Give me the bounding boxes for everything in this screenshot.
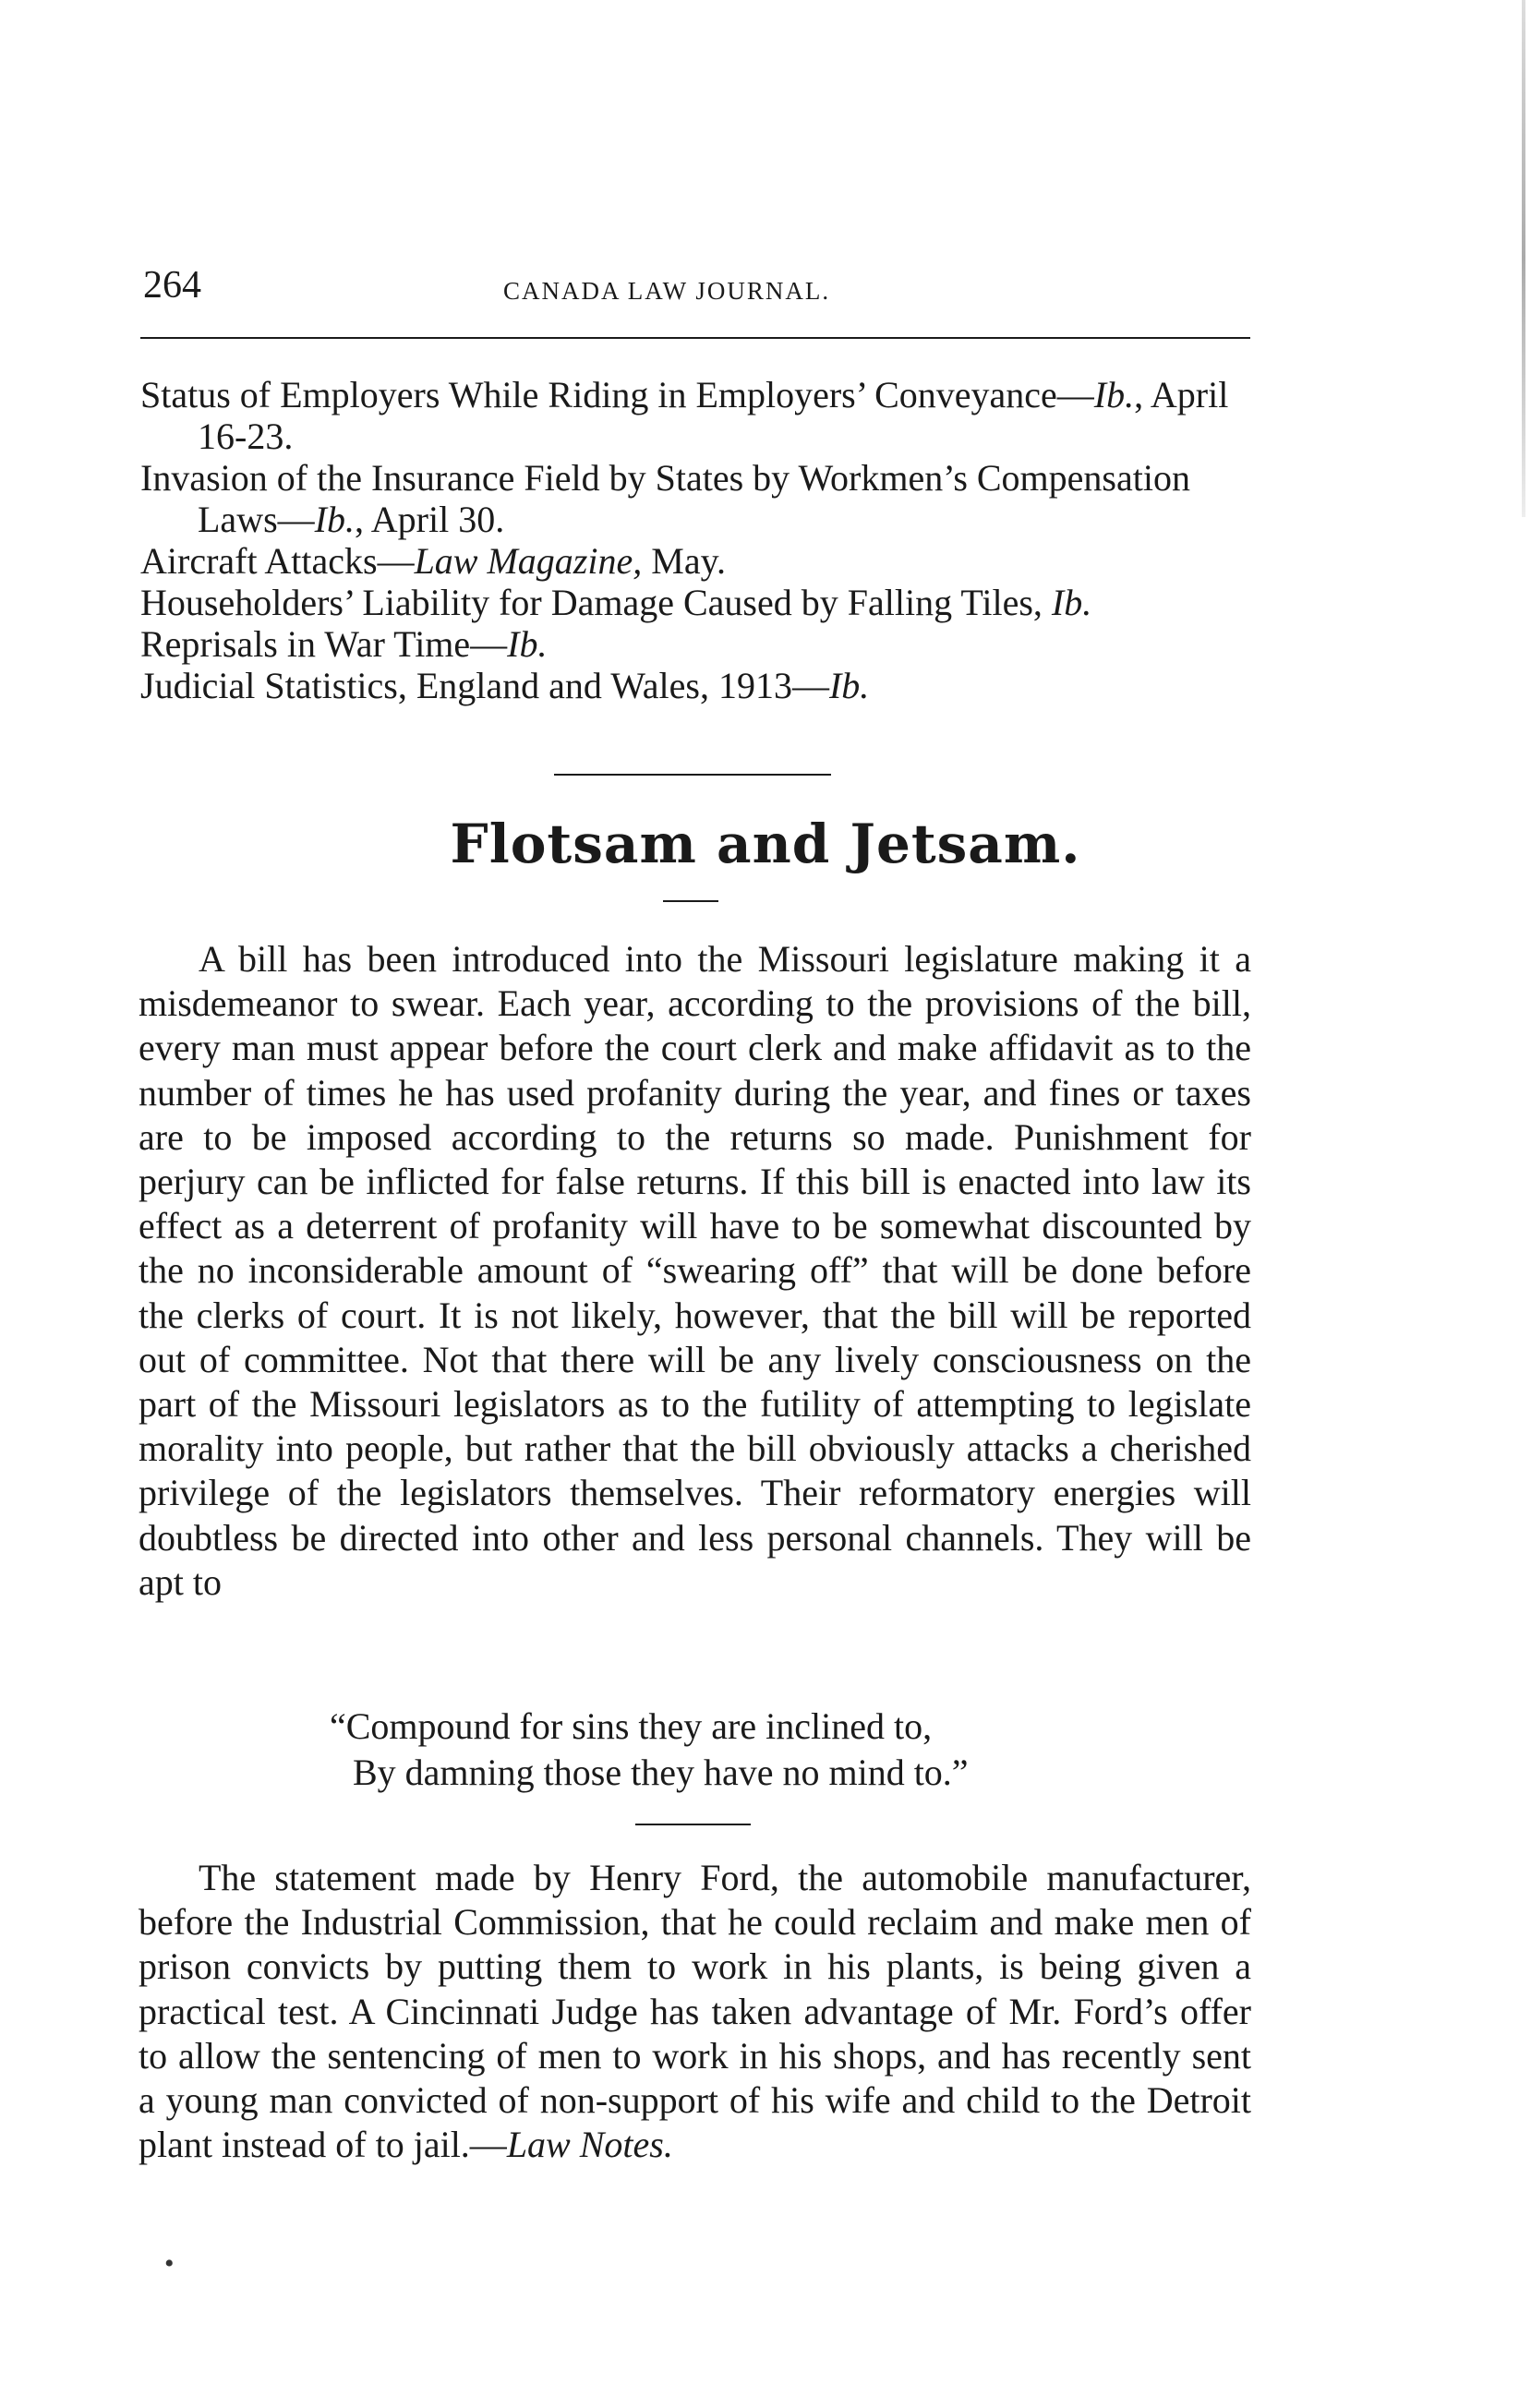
- article-paragraph: A bill has been introduced into the Missouri legislature making it a misdemeanor to swear. Each year, according to the provisions of the bill, every man must appear before the court clerk and make affidavit as to the number of times he has used profanity during the year, and fines or taxes are to be imposed according to the returns so made. Punishment for perjury can be inflicted for false returns. If this bill is enacted into law its effect as a deterrent of profanity will have to be somewhat discounted by the no inconsiderable amount of “swearing off” that will be done before the clerks of court. It is not likely, however, that the bill will be reported out of committee. Not that there will be any lively consciousness on the part of the Missouri legislators as to the futility of attempting to legislate morality into people, but rather that the bill obviously attacks a cherished privilege of the legislators themselves. Their reformatory energies will doubtless be directed into other and less personal channels. They will be apt to: [139, 938, 1251, 1603]
- page-edge-shadow: [1522, 0, 1525, 517]
- article-source: Law Notes.: [506, 2124, 673, 2166]
- section-divider: [554, 774, 831, 776]
- reference-item: Status of Employers While Riding in Employers’ Conveyance—Ib., April 16-23.: [140, 374, 1229, 457]
- article-divider: [635, 1824, 751, 1825]
- reference-item: Aircraft Attacks—Law Magazine, May.: [140, 540, 726, 582]
- running-title: CANADA LAW JOURNAL.: [503, 277, 831, 305]
- reference-item: Reprisals in War Time—Ib.: [140, 623, 548, 665]
- verse-quote: [139, 1704, 1251, 1796]
- title-underline: [663, 900, 718, 902]
- page-number: 264: [143, 264, 201, 307]
- reference-item: Householders’ Liability for Damage Caused by Falling Tiles, Ib.: [140, 582, 1092, 623]
- article-paragraph: The statement made by Henry Ford, the automobile manufacturer, before the Industrial Commission, that he could reclaim and make men of prison convicts by putting them to work in his plants, is being given a practical test. A Cincinnati Judge has taken advantage of Mr. Ford’s offer to allow the sentencing of men to work in his shops, and has recently sent a young man convicted of non-support of his wife and child to the Detroit plant instead of to jail.—Law Notes.: [139, 1857, 1251, 2166]
- page-header: [143, 263, 1251, 319]
- reference-item: Judicial Statistics, England and Wales, 1913—Ib.: [140, 665, 870, 706]
- verse-line: “Compound for sins they are inclined to,: [330, 1705, 933, 1747]
- header-rule: [140, 337, 1250, 339]
- ink-mark: •: [164, 2248, 175, 2279]
- reference-item: Invasion of the Insurance Field by States by Workmen’s Compensation Laws—Ib., April 30.: [140, 457, 1190, 540]
- reference-list: [140, 374, 1253, 706]
- section-title: Flotsam and Jetsam.: [450, 813, 1081, 875]
- verse-line: By damning those they have no mind to.”: [353, 1752, 969, 1793]
